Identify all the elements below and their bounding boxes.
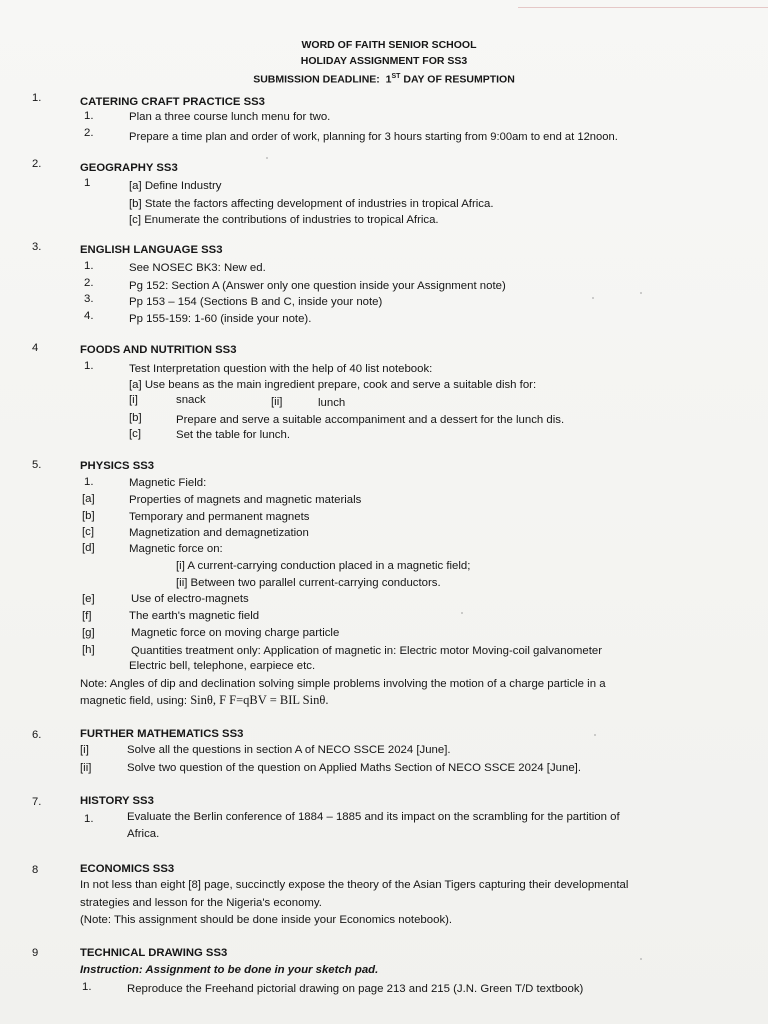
section-title-history: HISTORY SS3 [80,795,154,807]
item-text: Prepare a time plan and order of work, planning for 3 hours starting from 9:00am to end at 12noon. [129,131,618,143]
item-text: See NOSEC BK3: New ed. [129,262,266,274]
item-label: 1. [84,260,94,272]
section-number: 4 [32,342,39,354]
item-text: Prepare and serve a suitable accompaniment and a dessert for the lunch dis. [176,414,565,426]
item-label: [ii] [80,762,92,774]
scan-speck [594,734,596,736]
item-text: Magnetic force on moving charge particle [131,627,340,639]
item-label: 1. [82,981,92,993]
note-text: Note: Angles of dip and declination solving simple problems involving the motion of a charge particle in a [80,678,606,690]
item-text: strategies and lesson for the Nigeria's economy. [80,897,322,909]
note-text: (Note: This assignment should be done inside your Economics notebook). [80,914,453,926]
item-text: Plan a three course lunch menu for two. [129,111,331,123]
section-title-further-maths: FURTHER MATHEMATICS SS3 [80,728,244,740]
scan-edge-line [518,7,768,8]
section-title-catering: CATERING CRAFT PRACTICE SS3 [80,96,265,108]
section-number: 5. [32,459,42,471]
section-number: 8 [32,864,39,876]
item-label: [c] [82,526,95,538]
scan-speck [461,612,463,614]
item-label: [c] [129,428,142,440]
section-number: 7. [32,796,42,808]
option-label: [ii] [271,396,283,408]
item-label: 1 [84,177,91,189]
note-text: magnetic field, using: Sinθ, F F=qBV = BIL Sinθ. [80,693,329,707]
scan-speck [592,297,594,299]
section-number: 2. [32,158,42,170]
item-text: [b] State the factors affecting development of industries in tropical Africa. [129,198,494,210]
item-label: [f] [82,610,92,622]
item-text: Pp 153 – 154 (Sections B and C, inside your note) [129,296,383,308]
item-label: [a] [82,493,95,505]
assignment-title: HOLIDAY ASSIGNMENT FOR SS3 [300,54,468,67]
item-text: Set the table for lunch. [176,429,290,441]
item-text: Reproduce the Freehand pictorial drawing on page 213 and 215 (J.N. Green T/D textbook) [127,983,584,995]
item-text: Use of electro-magnets [131,593,249,605]
option-label: [i] [129,394,138,406]
item-label: 1. [84,813,94,825]
item-text: [c] Enumerate the contributions of industries to tropical Africa. [129,214,439,226]
item-text: Electric bell, telephone, earpiece etc. [129,660,316,672]
item-label: [b] [129,412,142,424]
item-text: Pg 152: Section A (Answer only one question inside your Assignment note) [129,280,506,292]
section-title-technical-drawing: TECHNICAL DRAWING SS3 [80,947,228,959]
item-text: Magnetic Field: [129,477,207,489]
item-label: 2. [84,277,94,289]
section-number: 3. [32,241,42,253]
item-label: 1. [84,476,94,488]
school-name: WORD OF FAITH SENIOR SCHOOL [301,39,477,51]
section-number: 1. [32,92,42,104]
section-title-geography: GEOGRAPHY SS3 [80,162,178,174]
item-label: 2. [84,127,94,139]
section-number: 9 [32,947,39,959]
item-text: [a] Define Industry [129,180,222,192]
item-text: [a] Use beans as the main ingredient prepare, cook and serve a suitable dish for: [129,379,537,391]
item-text: Africa. [127,828,160,840]
section-title-foods-nutrition: FOODS AND NUTRITION SS3 [80,344,237,356]
item-text: Solve two question of the question on Applied Maths Section of NECO SSCE 2024 [June]. [127,762,582,774]
section-title-economics: ECONOMICS SS3 [80,863,175,875]
item-label: [d] [82,542,95,554]
item-text: Properties of magnets and magnetic materials [129,494,362,506]
section-title-physics: PHYSICS SS3 [80,460,155,472]
item-text: Magnetic force on: [129,543,223,555]
item-text: Evaluate the Berlin conference of 1884 – 1885 and its impact on the scrambling for the partition of [127,811,620,823]
formula: Sinθ, F F=qBV = BIL Sinθ. [190,693,329,707]
document-header [0,38,768,88]
item-label: 1. [84,110,94,122]
item-label: 3. [84,293,94,305]
item-text: [i] A current-carrying conduction placed in a magnetic field; [176,560,471,572]
item-text: Magnetization and demagnetization [129,527,309,539]
item-label: [g] [82,627,95,639]
item-label: 4. [84,310,94,322]
option-text: snack [176,394,206,406]
item-text: Temporary and permanent magnets [129,511,310,523]
scan-speck [640,292,642,294]
instruction-text: Instruction: Assignment to be done in your sketch pad. [80,964,379,976]
item-text: Pp 155-159: 1-60 (inside your note). [129,313,312,325]
option-text: lunch [318,397,346,409]
item-label: [i] [80,744,89,756]
submission-deadline: SUBMISSION DEADLINE: 1ST DAY OF RESUMPTION [253,73,515,86]
scan-speck [266,157,268,159]
item-text: Quantities treatment only: Application of magnetic in: Electric motor Moving-coil galvanometer [131,645,603,657]
item-text: The earth's magnetic field [129,610,260,622]
item-text: [ii] Between two parallel current-carrying conductors. [176,577,441,589]
item-label: [b] [82,510,95,522]
item-label: 1. [84,360,94,372]
item-text: In not less than eight [8] page, succinctly expose the theory of the Asian Tigers capturing their developmental [80,879,629,891]
item-text: Solve all the questions in section A of NECO SSCE 2024 [June]. [127,744,451,756]
scan-speck [640,958,642,960]
section-number: 6. [32,729,42,741]
section-title-english: ENGLISH LANGUAGE SS3 [80,244,223,256]
item-label: [h] [82,644,95,656]
item-text: Test Interpretation question with the help of 40 list notebook: [129,363,433,375]
item-label: [e] [82,593,95,605]
